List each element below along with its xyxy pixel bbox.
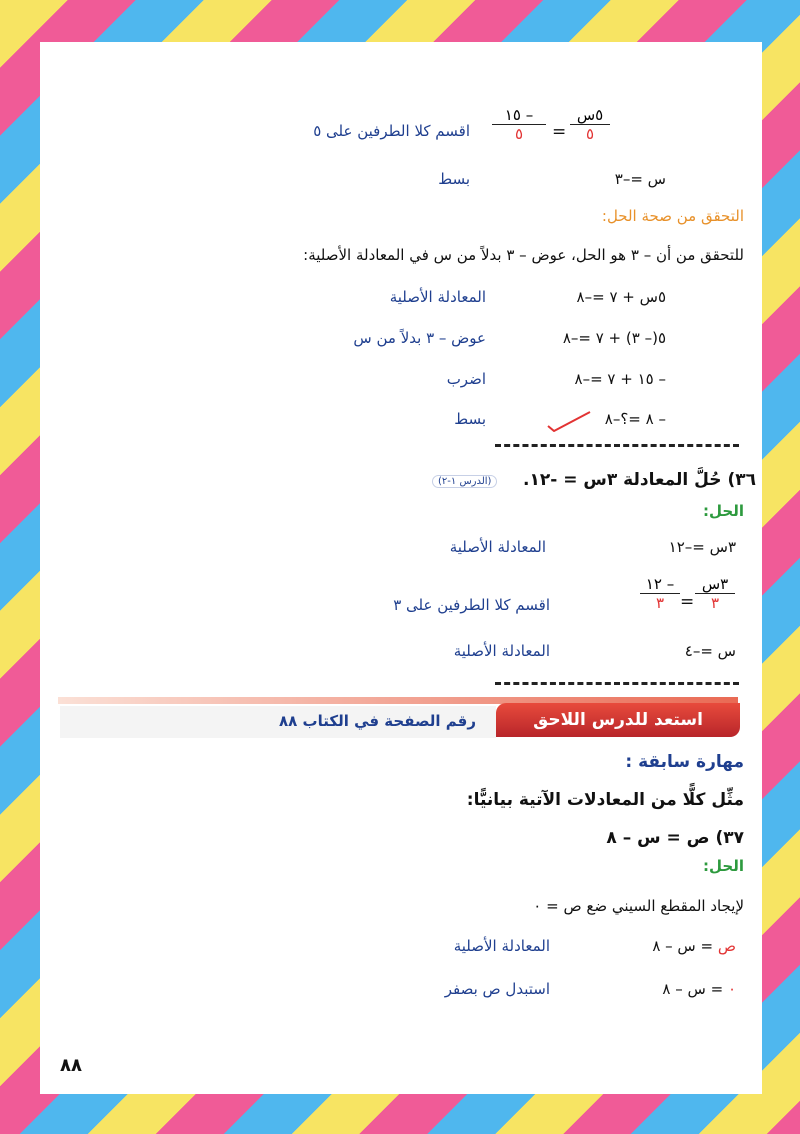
fraction-numerator: ٣س: [695, 575, 735, 594]
equation: س =–٣: [614, 170, 666, 188]
equation: [652, 937, 736, 955]
fraction-denominator: ٣: [710, 594, 720, 612]
worksheet-page: [40, 42, 762, 1094]
step-reason: عوض – ٣ بدلاً من س: [353, 329, 486, 347]
question-36: [523, 470, 756, 490]
equation: ٣س =–١٢: [668, 538, 736, 556]
lesson-tag: (الدرس ١-٢): [432, 475, 497, 488]
fraction-right-box: [492, 106, 546, 143]
instruction: مثِّل كلًّا من المعادلات الآتية بيانيًّا:: [466, 790, 744, 810]
prior-skill-heading: مهارة سابقة :: [625, 752, 744, 772]
equation-lhs: ٠: [727, 980, 736, 998]
equation: [662, 980, 736, 998]
fraction-left: [695, 575, 735, 612]
fraction-denominator: ٥: [514, 125, 524, 143]
step-reason: المعادلة الأصلية: [449, 538, 546, 556]
equation-rhs: = س – ٨: [652, 937, 714, 955]
checkmark-icon: [546, 410, 592, 432]
step-reason: اقسم كلا الطرفين على ٥: [313, 122, 470, 140]
fraction-left: [570, 106, 610, 143]
section-divider: [495, 682, 739, 685]
prepare-title: استعد للدرس اللاحق: [496, 703, 740, 737]
step-reason: المعادلة الأصلية: [453, 642, 550, 660]
book-page-reference: رقم الصفحة في الكتاب ٨٨: [278, 712, 476, 730]
equation-lhs: ص: [717, 937, 736, 955]
equation: ٥(– ٣) + ٧ =–٨: [562, 329, 666, 347]
solution-label: الحل:: [703, 857, 744, 875]
step-reason: المعادلة الأصلية: [389, 288, 486, 306]
solution-intro: لإيجاد المقطع السيني ضع ص = ٠: [533, 897, 744, 915]
section-heading: التحقق من صحة الحل:: [601, 207, 744, 225]
equation: ٥س + ٧ =–٨: [576, 288, 666, 306]
equation: – ٨ =؟–٨: [604, 410, 666, 428]
step-reason: استبدل ص بصفر: [444, 980, 550, 998]
equation: – ١٥ + ٧ =–٨: [574, 370, 666, 388]
solution-label: الحل:: [703, 502, 744, 520]
question-37: [606, 828, 744, 848]
equation: س =–٤: [684, 642, 736, 660]
equation-rhs: = س – ٨: [662, 980, 724, 998]
fraction-denominator: ٥: [585, 125, 595, 143]
question-text: حُلَّ المعادلة ٣س = -١٢.: [523, 470, 722, 490]
page-number: ٨٨: [60, 1055, 82, 1076]
step-reason: بسط: [438, 170, 470, 188]
fraction-numerator: ٥س: [570, 106, 610, 125]
equals-sign: =: [552, 122, 567, 142]
question-text: ص = س – ٨: [606, 828, 710, 848]
question-number: ٣٧): [715, 828, 744, 848]
check-intro: للتحقق من أن – ٣ هو الحل، عوض – ٣ بدلاً من س في المعادلة الأصلية:: [303, 246, 744, 264]
step-reason: اضرب: [446, 370, 486, 388]
equals-sign: =: [680, 592, 695, 612]
section-divider: [495, 444, 739, 447]
fraction-numerator: – ١٥: [492, 106, 546, 125]
question-number: ٣٦): [727, 470, 756, 490]
step-reason: المعادلة الأصلية: [453, 937, 550, 955]
fraction-denominator: ٣: [655, 594, 665, 612]
step-reason: اقسم كلا الطرفين على ٣: [393, 596, 550, 614]
fraction-numerator: – ١٢: [640, 575, 680, 594]
step-reason: بسط: [454, 410, 486, 428]
fraction-right: [640, 575, 680, 612]
